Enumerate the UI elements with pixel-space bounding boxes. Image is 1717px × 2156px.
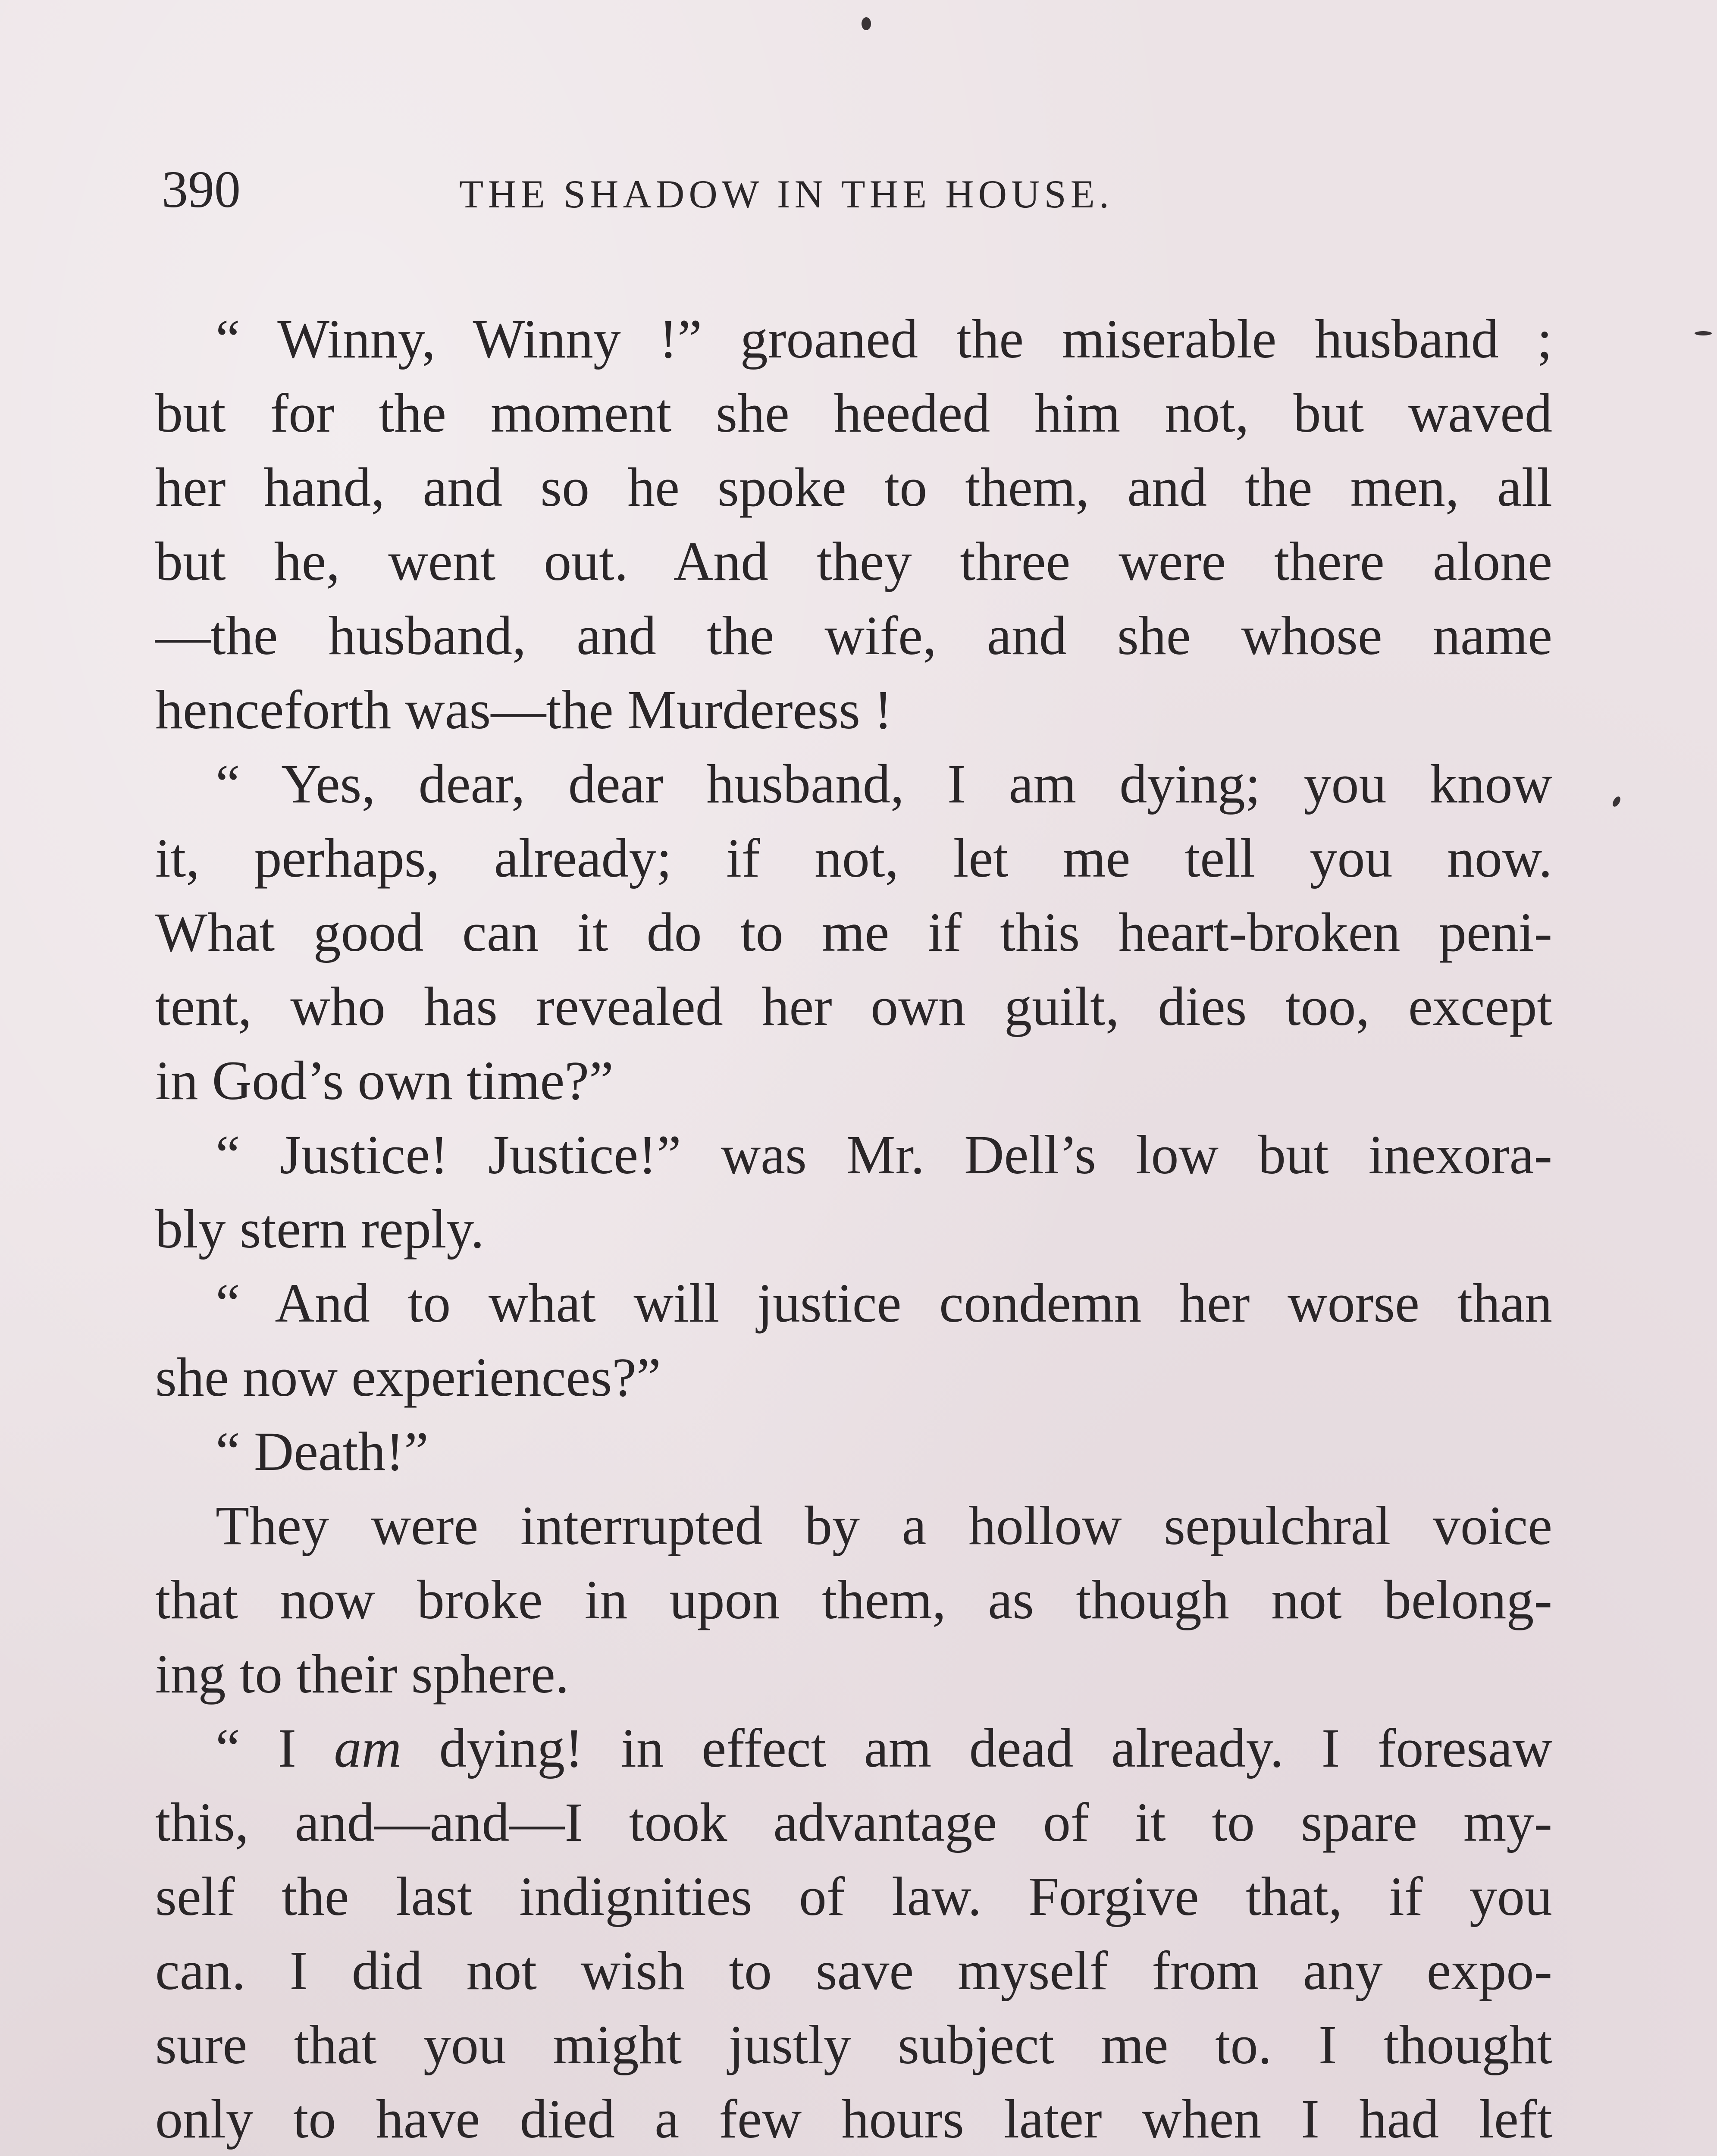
text-line: but for the moment she heeded him not, but waved <box>155 382 1552 444</box>
text-line: self the last indignities of law. Forgive that, if you <box>155 1866 1552 1927</box>
body-text <box>155 302 1552 2156</box>
text-line: —the husband, and the wife, and she whose name <box>155 605 1552 666</box>
running-head <box>162 155 1542 224</box>
running-title: THE SHADOW IN THE HOUSE. <box>459 172 1113 216</box>
text-line: “ Justice! Justice!” was Mr. Dell’s low but inexora- <box>216 1124 1552 1185</box>
ink-speck <box>1611 795 1622 808</box>
text-line: can. I did not wish to save myself from any expo- <box>155 1940 1552 2001</box>
text-line: her hand, and so he spoke to them, and the men, all <box>155 457 1552 518</box>
text-line: but he, went out. And they three were there alone <box>155 531 1552 592</box>
text-line: she now experiences?” <box>155 1347 661 1408</box>
text-line: that now broke in upon them, as though not belong- <box>155 1569 1552 1630</box>
text-line: “ I am dying! in effect am dead already. I foresaw <box>216 1717 1553 1779</box>
text-line: “ Yes, dear, dear husband, I am dying; you know <box>216 753 1552 815</box>
text-line: in God’s own time?” <box>155 1050 614 1111</box>
text-line: tent, who has revealed her own guilt, dies too, except <box>155 976 1552 1037</box>
text-line: bly stern reply. <box>155 1198 485 1260</box>
ink-speck <box>862 17 871 30</box>
text-line: What good can it do to me if this heart-broken peni- <box>155 902 1552 963</box>
text-line: it, perhaps, already; if not, let me tell you now. <box>155 827 1552 889</box>
text-line: “ Winny, Winny !” groaned the miserable husband ; <box>216 308 1552 370</box>
text-line: sure that you might justly subject me to. I thought <box>155 2014 1552 2075</box>
text-line: this, and—and—I took advantage of it to spare my- <box>155 1792 1552 1853</box>
text-line: “ Death!” <box>216 1421 429 1482</box>
ink-speck <box>1695 331 1712 335</box>
page-number: 390 <box>162 160 241 219</box>
text-line: “ And to what will justice condemn her worse than <box>216 1272 1552 1334</box>
emphasis: am <box>334 1717 401 1779</box>
text-line: only to have died a few hours later when I had left <box>155 2088 1552 2150</box>
text-line: They were interrupted by a hollow sepulchral voice <box>216 1495 1552 1556</box>
text-line: ing to their sphere. <box>155 1643 569 1705</box>
text-line: henceforth was—the Murderess ! <box>155 679 893 740</box>
